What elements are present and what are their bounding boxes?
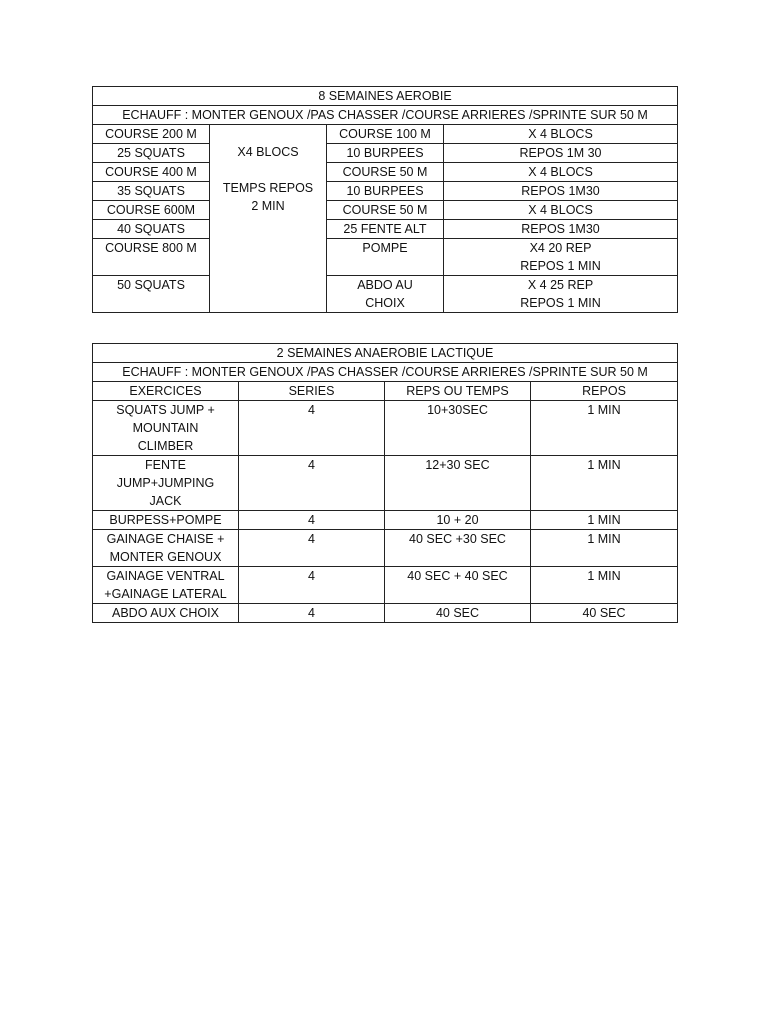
aerobie-rest-label-1: TEMPS REPOS (222, 181, 314, 195)
aerobie-cell: X 4 BLOCS (444, 125, 678, 144)
aerobie-cell (444, 276, 678, 313)
aerobie-cell: 35 SQUATS (93, 182, 210, 201)
aerobie-title: 8 SEMAINES AEROBIE (93, 87, 678, 106)
aerobie-cell: 40 SQUATS (93, 220, 210, 239)
reps-cell: 10 + 20 (385, 511, 531, 530)
table-row (93, 401, 678, 456)
aerobie-cell: COURSE 50 M (327, 201, 444, 220)
rest-cell: 1 MIN (531, 401, 678, 456)
aerobie-cell: REPOS 1M30 (444, 182, 678, 201)
aerobie-cell: COURSE 100 M (327, 125, 444, 144)
exercise-line: SQUATS JUMP + (116, 403, 215, 417)
reps-cell: 40 SEC +30 SEC (385, 530, 531, 567)
aerobie-cell: 25 SQUATS (93, 144, 210, 163)
aerobie-cell-line: REPOS 1 MIN (520, 296, 601, 310)
table-row (93, 511, 678, 530)
aerobie-cell: 10 BURPEES (327, 182, 444, 201)
exercise-cell (93, 530, 239, 567)
rest-cell: 1 MIN (531, 530, 678, 567)
exercise-cell: BURPESS+POMPE (93, 511, 239, 530)
reps-cell: 40 SEC + 40 SEC (385, 567, 531, 604)
aerobie-cell (444, 239, 678, 276)
exercise-line: +GAINAGE LATERAL (104, 587, 227, 601)
aerobie-cell-line: ABDO AU (357, 278, 413, 292)
exercise-line: JACK (149, 494, 182, 508)
exercise-cell (93, 401, 239, 456)
aerobie-cell: 25 FENTE ALT (327, 220, 444, 239)
aerobie-rest-block (210, 125, 327, 313)
reps-cell: 12+30 SEC (385, 456, 531, 511)
exercise-cell (93, 567, 239, 604)
exercise-line: MONTER GENOUX (109, 550, 222, 564)
table-row (93, 567, 678, 604)
exercise-line: CLIMBER (137, 439, 194, 453)
aerobie-cell-line: REPOS 1 MIN (520, 259, 601, 273)
exercise-line: GAINAGE VENTRAL (106, 569, 225, 583)
aerobie-cell: COURSE 400 M (93, 163, 210, 182)
aerobie-cell-line: CHOIX (365, 296, 405, 310)
aerobie-blocks-label: X4 BLOCS (237, 145, 299, 159)
reps-cell: 40 SEC (385, 604, 531, 623)
series-cell: 4 (239, 401, 385, 456)
aerobie-cell: REPOS 1M30 (444, 220, 678, 239)
table-row (93, 456, 678, 511)
aerobie-cell: X 4 BLOCS (444, 201, 678, 220)
series-cell: 4 (239, 456, 385, 511)
exercise-cell (93, 456, 239, 511)
rest-cell: 1 MIN (531, 456, 678, 511)
aerobie-cell: COURSE 200 M (93, 125, 210, 144)
aerobie-cell: 50 SQUATS (93, 276, 210, 313)
aerobie-cell: REPOS 1M 30 (444, 144, 678, 163)
aerobie-cell-line: X4 20 REP (529, 241, 592, 255)
aerobie-cell: 10 BURPEES (327, 144, 444, 163)
rest-cell: 1 MIN (531, 511, 678, 530)
rest-cell: 40 SEC (531, 604, 678, 623)
header-exercices: EXERCICES (93, 382, 239, 401)
series-cell: 4 (239, 530, 385, 567)
header-reps: REPS OU TEMPS (385, 382, 531, 401)
aerobie-cell: COURSE 800 M (93, 239, 210, 276)
table-row (93, 604, 678, 623)
aerobie-cell: POMPE (327, 239, 444, 276)
exercise-cell: ABDO AUX CHOIX (93, 604, 239, 623)
aerobie-rest-label-2: 2 MIN (251, 199, 285, 213)
anaerobie-table (92, 343, 678, 623)
exercise-line: FENTE (145, 458, 186, 472)
aerobie-cell (327, 276, 444, 313)
anaerobie-warmup: ECHAUFF : MONTER GENOUX /PAS CHASSER /COURSE ARRIERES /SPRINTE SUR 50 M (93, 363, 678, 382)
rest-cell: 1 MIN (531, 567, 678, 604)
aerobie-cell-line: X 4 25 REP (527, 278, 594, 292)
header-repos: REPOS (531, 382, 678, 401)
reps-cell: 10+30SEC (385, 401, 531, 456)
exercise-line: GAINAGE CHAISE + (106, 532, 225, 546)
aerobie-table (92, 86, 678, 313)
series-cell: 4 (239, 511, 385, 530)
header-series: SERIES (239, 382, 385, 401)
exercise-line: JUMP+JUMPING (116, 476, 215, 490)
aerobie-cell: COURSE 50 M (327, 163, 444, 182)
table-row (93, 530, 678, 567)
exercise-line: MOUNTAIN (132, 421, 199, 435)
series-cell: 4 (239, 604, 385, 623)
aerobie-warmup: ECHAUFF : MONTER GENOUX /PAS CHASSER /COURSE ARRIERES /SPRINTE SUR 50 M (93, 106, 678, 125)
aerobie-cell: COURSE 600M (93, 201, 210, 220)
series-cell: 4 (239, 567, 385, 604)
aerobie-cell: X 4 BLOCS (444, 163, 678, 182)
anaerobie-title: 2 SEMAINES ANAEROBIE LACTIQUE (93, 344, 678, 363)
